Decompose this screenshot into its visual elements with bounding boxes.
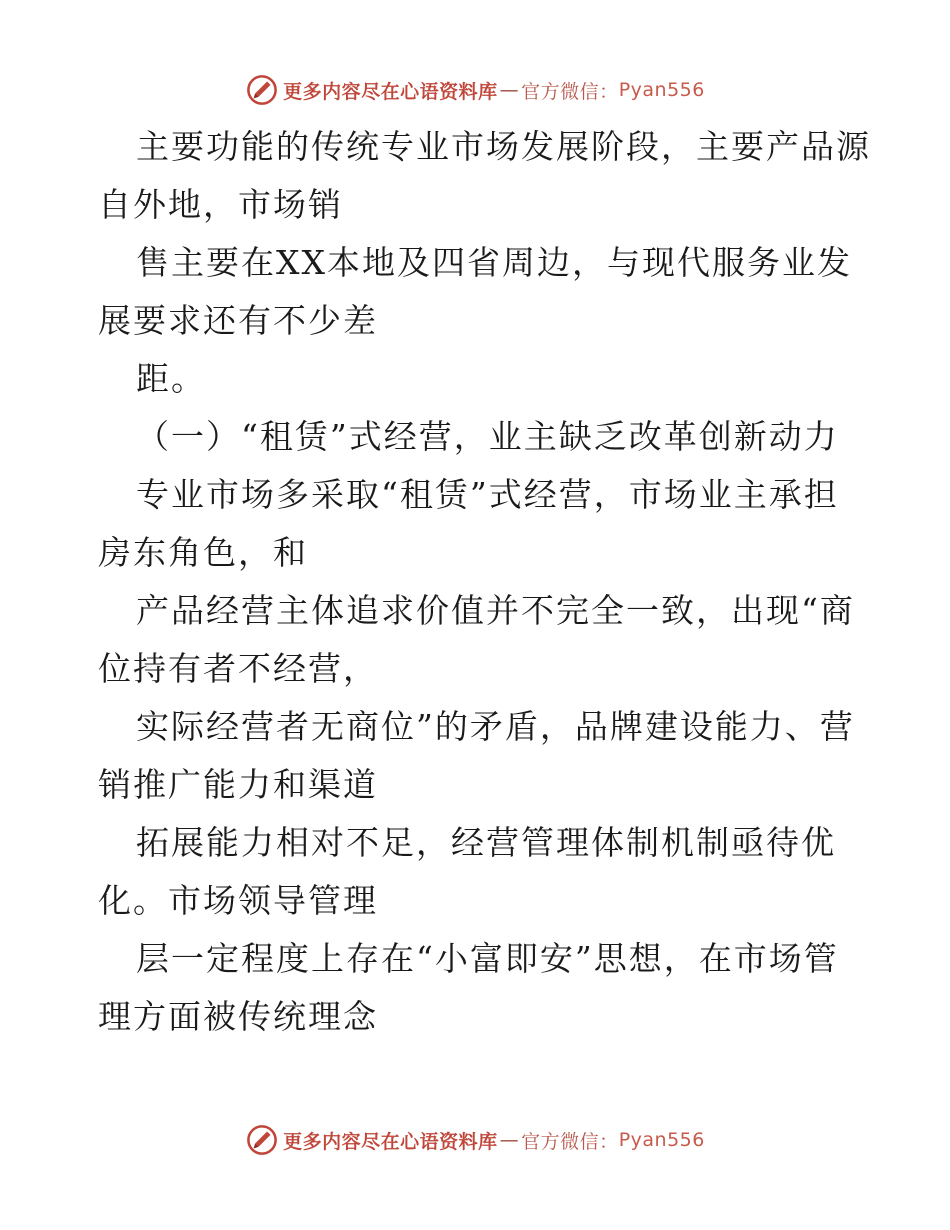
text-line-8: 房东角色，和 xyxy=(98,533,308,572)
text-line-16: 理方面被传统理念 xyxy=(98,997,378,1036)
text-line-13: 拓展能力相对不足，经营管理体制机制亟待优 xyxy=(136,823,836,862)
watermark-footer xyxy=(0,1120,950,1160)
text-line-4: 展要求还有不少差 xyxy=(98,301,378,340)
watermark-wechat-id: Pyan556 xyxy=(618,79,705,101)
watermark-wechat-label: 官方微信： xyxy=(521,80,619,103)
text-line-15: 层一定程度上存在“小富即安”思想，在市场管 xyxy=(136,939,839,978)
watermark-separator: — xyxy=(499,1129,520,1151)
section-heading: （一）“租赁”式经营，业主缺乏改革创新动力 xyxy=(136,417,839,456)
watermark-header xyxy=(0,70,950,110)
text-line-10: 位持有者不经营， xyxy=(98,649,378,688)
text-line-2: 自外地，市场销 xyxy=(98,185,343,224)
watermark-separator: — xyxy=(499,79,520,101)
text-line-9: 产品经营主体追求价值并不完全一致，出现“商 xyxy=(136,591,855,630)
watermark-wechat-id: Pyan556 xyxy=(618,1129,705,1151)
watermark-site-name: 更多内容尽在心语资料库 xyxy=(283,1130,498,1153)
text-line-7: 专业市场多采取“租赁”式经营，市场业主承担 xyxy=(136,475,839,514)
text-line-3: 售主要在XX本地及四省周边，与现代服务业发 xyxy=(136,243,852,282)
text-line-14: 化。市场领导管理 xyxy=(98,881,378,920)
watermark-site-name: 更多内容尽在心语资料库 xyxy=(283,80,498,103)
text-line-1: 主要功能的传统专业市场发展阶段，主要产品源 xyxy=(136,127,871,166)
logo-icon xyxy=(245,1123,279,1157)
logo-icon xyxy=(245,73,279,107)
text-line-5: 距。 xyxy=(136,359,206,398)
watermark-wechat-label: 官方微信： xyxy=(521,1130,619,1153)
document-body xyxy=(98,118,871,1046)
text-line-12: 销推广能力和渠道 xyxy=(98,765,378,804)
text-line-11: 实际经营者无商位”的矛盾，品牌建设能力、营 xyxy=(136,707,855,746)
